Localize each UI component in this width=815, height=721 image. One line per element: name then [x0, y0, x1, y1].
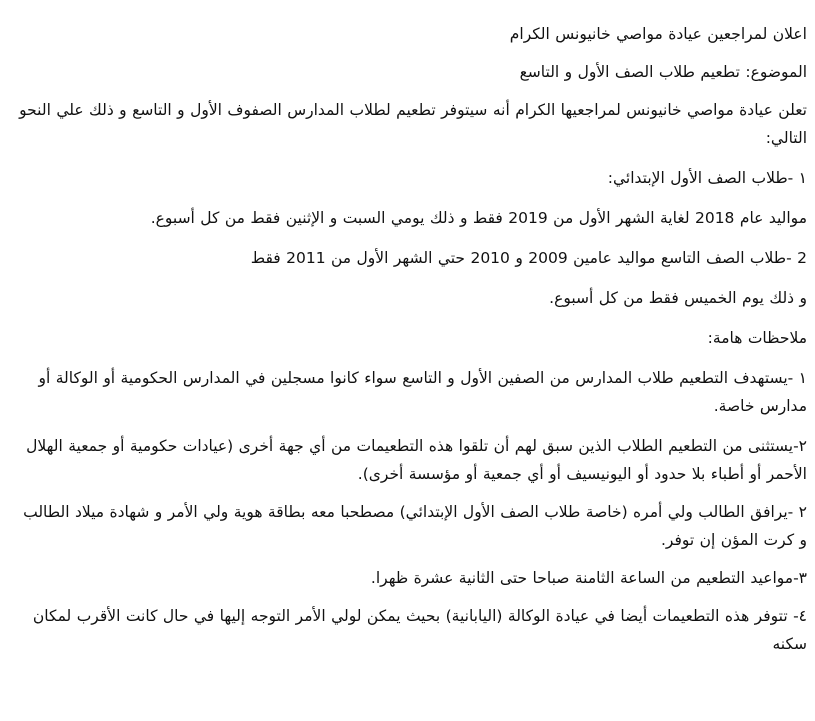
note-exclusions: ٢-يستثنى من التطعيم الطلاب الذين سبق لهم أن تلقوا هذه التطعيمات من أي جهة أخرى (عيادات حكومية أو جمعية الهلال الأحمر أو أطباء بلا حدود أو اليونيسيف أو أي جمعية أو مؤسسة أخرى). [26, 437, 807, 483]
note-target-students: ١ -يستهدف التطعيم طلاب المدارس من الصفين الأول و التاسع سواء كانوا مسجلين في المدارس الحكومية أو الوكالة أو مدارس خاصة. [38, 369, 807, 415]
notes-heading: ملاحظات هامة: [707, 329, 807, 347]
note-alternative-clinic: ٤- تتوفر هذه التطعيمات أيضا في عيادة الوكالة (اليابانية) بحيث يمكن لولي الأمر التوجه إليها في حال كانت الأقرب لمكان سكنه [32, 607, 807, 653]
item-first-grade-detail: مواليد عام 2018 لغاية الشهر الأول من 2019 فقط و ذلك يومي السبت و الإثنين فقط من كل أسبوع. [150, 209, 807, 227]
item-first-grade-heading: ١ -طلاب الصف الأول الإبتدائي: [607, 169, 807, 187]
announcement-title: اعلان لمراجعين عيادة مواصي خانيونس الكرام [509, 25, 807, 43]
item-ninth-grade-heading: 2 -طلاب الصف التاسع مواليد عامين 2009 و 2010 حتي الشهر الأول من 2011 فقط [250, 249, 807, 267]
announcement-intro: تعلن عيادة مواصي خانيونس لمراجعيها الكرام أنه سيتوفر تطعيم لطلاب المدارس الصفوف الأول و التاسع و ذلك علي النحو التالي: [19, 101, 807, 147]
note-schedule-hours: ٣-مواعيد التطعيم من الساعة الثامنة صباحا حتى الثانية عشرة ظهرا. [370, 569, 807, 587]
note-guardian-documents: ٢ -يرافق الطالب ولي أمره (خاصة طلاب الصف الأول الإبتدائي) مصطحبا معه بطاقة هوية ولي الأمر و شهادة ميلاد الطالب و كرت المؤن إن توفر. [23, 503, 807, 549]
announcement-subject: الموضوع: تطعيم طلاب الصف الأول و التاسع [519, 63, 807, 81]
item-ninth-grade-detail: و ذلك يوم الخميس فقط من كل أسبوع. [549, 289, 807, 307]
